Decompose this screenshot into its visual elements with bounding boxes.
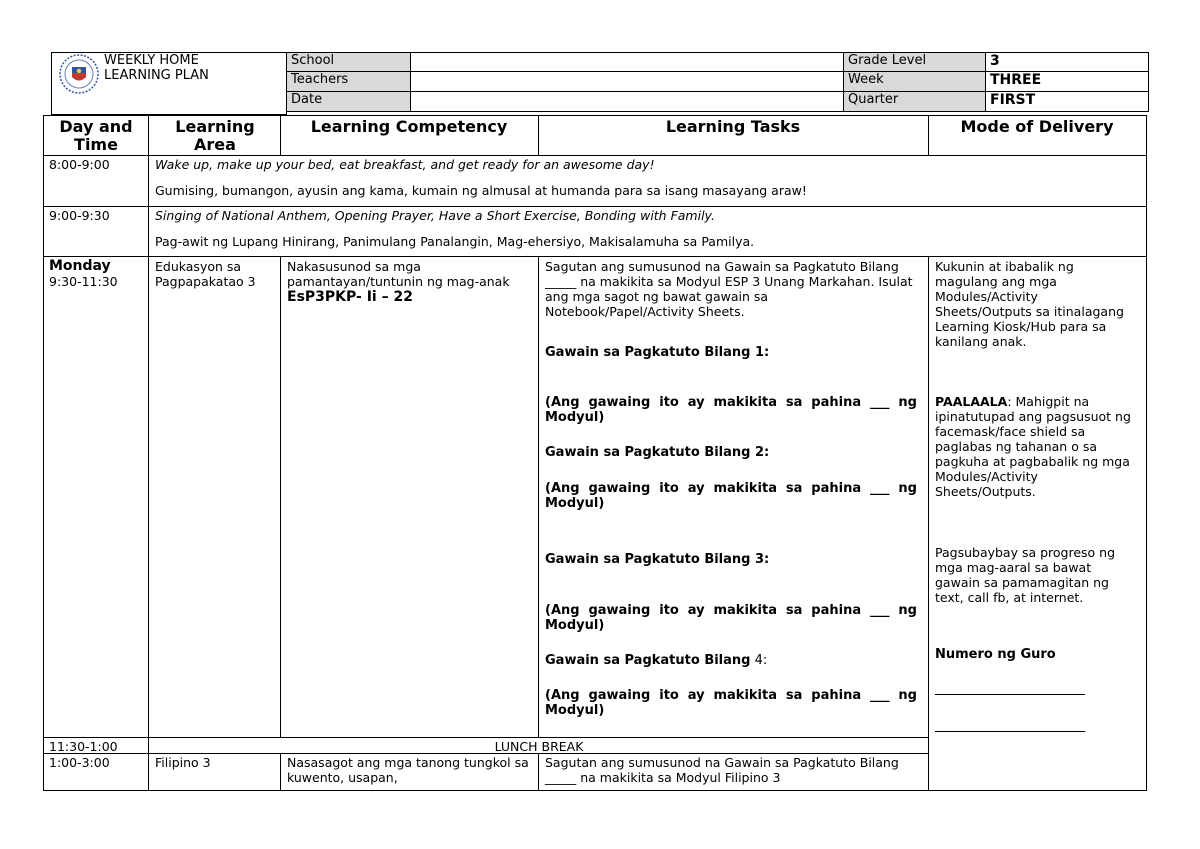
paalala-text: : Mahigpit na ipinatutupad ang pagsusuot ng facemask/face shield sa paglabas ng tahanan o sa pagkuha at pagbabalik ng mga Modules/Activity Sheets/Outputs. <box>935 394 1131 499</box>
paalala-label: PAALAALA <box>935 394 1008 409</box>
date-label: Date <box>286 91 411 112</box>
task-4-page-note: (Ang gawaing ito ay makikita sa pahina ___ ng Modyul) <box>545 688 917 718</box>
col-divider <box>928 115 929 156</box>
row1-english: Wake up, make up your bed, eat breakfast, and get ready for an awesome day! <box>155 157 655 172</box>
task-2-title: Gawain sa Pagkatuto Bilang 2: <box>545 445 770 460</box>
lunch-time: 11:30-1:00 <box>49 739 118 754</box>
col-divider <box>928 256 929 791</box>
task-1-title: Gawain sa Pagkatuto Bilang 1: <box>545 345 770 360</box>
row2-filipino: Pag-awit ng Lupang Hinirang, Panimulang Panalangin, Mag-ehersiyo, Makisalamuha sa Pamilya. <box>155 234 755 249</box>
col-divider <box>538 115 539 156</box>
plan-title-line1: WEEKLY HOME <box>104 53 199 68</box>
filipino-tasks: Sagutan ang sumusunod na Gawain sa Pagkatuto Bilang _____ na makikita sa Modyul Filipino 3 <box>545 755 899 785</box>
task-4-number: 4: <box>750 653 768 668</box>
monday-day: Monday <box>49 258 111 274</box>
mode-paalala <box>931 393 1141 500</box>
monday-competency <box>283 258 535 307</box>
row2-english: Singing of National Anthem, Opening Prayer, Have a Short Exercise, Bonding with Family. <box>155 208 715 223</box>
plan-title <box>104 53 284 83</box>
row1-time: 8:00-9:00 <box>49 157 110 172</box>
task-3-page-note: (Ang gawaing ito ay makikita sa pahina ___ ng Modyul) <box>545 603 917 633</box>
monday-tasks-intro: Sagutan ang sumusunod na Gawain sa Pagkatuto Bilang _____ na makikita sa Modyul ESP 3 Unang Markahan. Isulat ang mga sagot ng bawat gawain sa Notebook/Papel/Activity Sheets. <box>545 259 913 319</box>
monday-time: 9:30-11:30 <box>49 274 118 289</box>
col-divider <box>280 256 281 738</box>
teacher-number-line <box>935 731 1085 732</box>
deped-seal-icon <box>58 53 100 95</box>
row1-filipino: Gumising, bumangon, ayusin ang kama, kumain ng almusal at humanda para sa isang masayang araw! <box>155 183 807 198</box>
col-header-learning-competency: Learning Competency <box>310 117 508 136</box>
grade-level-value: 3 <box>985 52 1149 72</box>
col-divider <box>280 115 281 156</box>
competency-text: Nakasusunod sa mga pamantayan/tuntunin ng mag-anak <box>287 259 510 289</box>
filipino-learning-area: Filipino 3 <box>155 755 211 770</box>
col-header-learning-area: Learning Area <box>175 117 255 154</box>
task-2-page-note: (Ang gawaing ito ay makikita sa pahina ___ ng Modyul) <box>545 481 917 511</box>
school-label: School <box>286 52 411 72</box>
quarter-value: FIRST <box>985 91 1149 112</box>
date-value <box>410 91 844 112</box>
teachers-label: Teachers <box>286 71 411 92</box>
lunch-break-label: LUNCH BREAK <box>494 739 584 754</box>
mode-monitoring-text: Pagsubaybay sa progreso ng mga mag-aaral sa bawat gawain sa pamamagitan ng text, call fb, at internet. <box>935 545 1116 605</box>
teacher-number-line <box>935 694 1085 695</box>
filipino-competency: Nasasagot ang mga tanong tungkol sa kuwento, usapan, <box>287 755 529 785</box>
task-4-title <box>541 652 921 669</box>
task-3-title: Gawain sa Pagkatuto Bilang 3: <box>545 552 770 567</box>
col-header-mode-of-delivery: Mode of Delivery <box>960 117 1114 136</box>
school-value <box>410 52 844 72</box>
row-divider <box>43 256 1147 257</box>
filipino-time: 1:00-3:00 <box>49 755 110 770</box>
week-value: THREE <box>985 71 1149 92</box>
col-header-learning-tasks: Learning Tasks <box>665 117 801 136</box>
col-divider <box>538 753 539 791</box>
monday-day-time <box>45 258 145 290</box>
col-header-day-time: Day and Time <box>59 117 133 154</box>
col-divider <box>280 753 281 791</box>
plan-title-line2: LEARNING PLAN <box>104 68 209 83</box>
monday-learning-area: Edukasyon sa Pagpapakatao 3 <box>155 259 256 289</box>
quarter-label: Quarter <box>843 91 986 112</box>
teachers-value <box>410 71 844 92</box>
col-divider <box>148 115 149 791</box>
row2-time: 9:00-9:30 <box>49 208 110 223</box>
week-label: Week <box>843 71 986 92</box>
competency-code: EsP3PKP- Ii – 22 <box>287 289 413 305</box>
col-divider <box>538 256 539 738</box>
task-1-page-note: (Ang gawaing ito ay makikita sa pahina ___ ng Modyul) <box>545 395 917 425</box>
mode-pickup-text: Kukunin at ibabalik ng magulang ang mga Modules/Activity Sheets/Outputs sa itinalagang Learning Kiosk/Hub para sa kanilang anak. <box>935 259 1124 349</box>
task-4-title-bold: Gawain sa Pagkatuto Bilang <box>545 653 751 668</box>
grade-level-label: Grade Level <box>843 52 986 72</box>
teacher-number-label: Numero ng Guro <box>935 647 1056 662</box>
